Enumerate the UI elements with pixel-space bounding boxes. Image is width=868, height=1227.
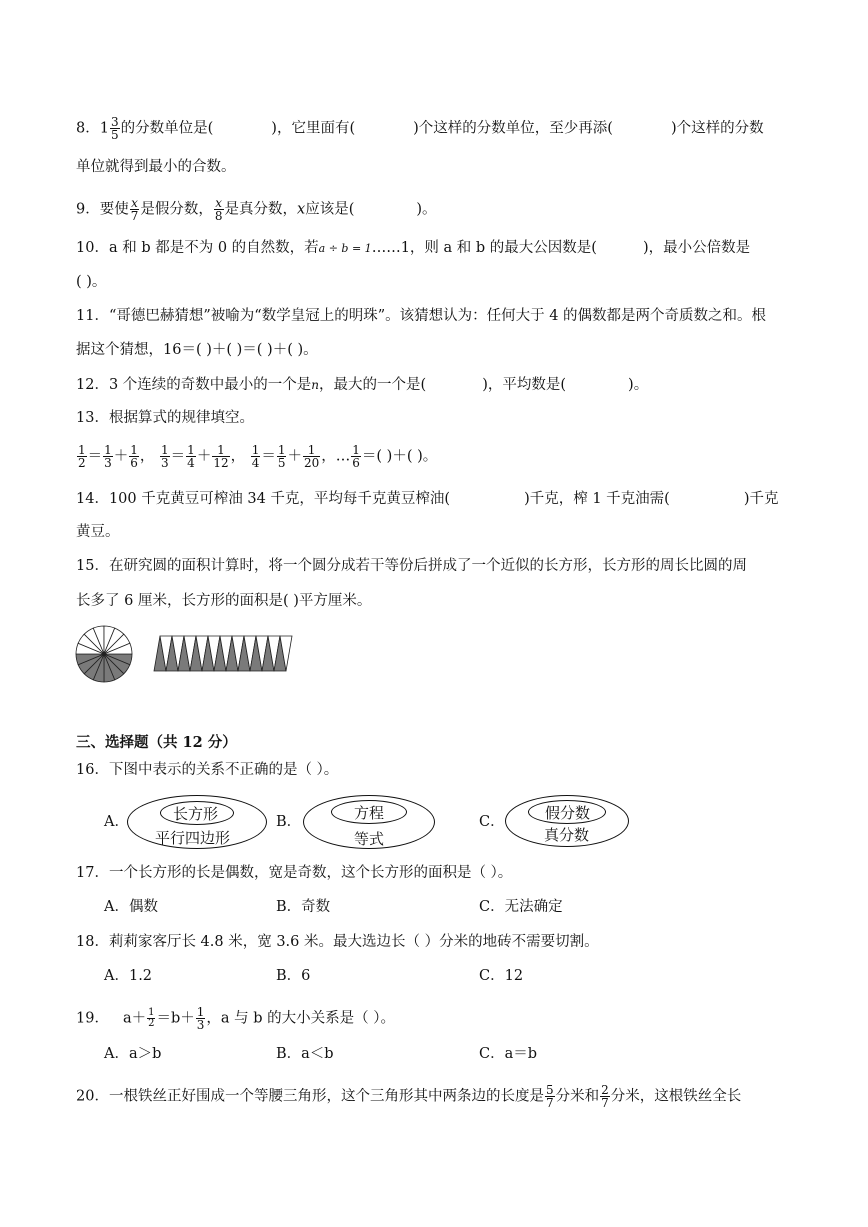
venn-inner-label: 假分数 bbox=[545, 804, 591, 822]
question-9: 9．要使 $\frac{x}{7}$ 是假分数， $\frac{x}{8}$ 是真分数，x应该是( )。 bbox=[76, 196, 437, 223]
question-12: 12．3 个连续的奇数中最小的一个是n，最大的一个是( )，平均数是( )。 bbox=[76, 377, 649, 393]
option-b[interactable]: B．a＜b bbox=[276, 1046, 334, 1062]
question-14-line2: 黄豆。 bbox=[76, 524, 120, 540]
question-10-line1: 10．a 和 b 都是不为 0 的自然数，若a ÷ b = 1……1，则 a 和 b 的最大公因数是( )，最小公倍数是 bbox=[76, 240, 751, 256]
question-13-equations: $\frac{1}{2}$ ＝ $\frac{1}{3}$ ＋ $\frac{1}{6}$ ， $\frac{1}{3}$ ＝ $\frac{1}{4}$ ＋ $\frac{1}{12}$ ， $\frac{1}{4}$ ＝ $\frac{1}{5}$ ＋ $\frac{1}{20}$ ，… $\frac{1}{6}$ ＝( )＋( )。 bbox=[78, 443, 438, 470]
option-c-label[interactable]: C． bbox=[479, 814, 505, 830]
question-17-stem: 17．一个长方形的长是偶数，宽是奇数，这个长方形的面积是（ ）。 bbox=[76, 865, 513, 881]
question-8-line2: 单位就得到最小的合数。 bbox=[76, 159, 236, 175]
option-c[interactable]: C．a＝b bbox=[479, 1046, 538, 1062]
question-11-line2: 据这个猜想，16＝( )＋( )＝( )＋( )。 bbox=[76, 342, 318, 358]
option-c[interactable]: C．无法确定 bbox=[479, 899, 563, 915]
question-15-line2: 长多了 6 厘米，长方形的面积是( )平方厘米。 bbox=[76, 593, 372, 609]
fraction: $\frac{x}{8}$ bbox=[214, 196, 223, 223]
question-18-stem: 18．莉莉家客厅长 4.8 米，宽 3.6 米。最大选边长（ ）分米的地砖不需要切割。 bbox=[76, 934, 599, 950]
section-title: 三、选择题（共 12 分） bbox=[76, 734, 237, 751]
option-b[interactable]: B．奇数 bbox=[276, 899, 331, 915]
question-10-line2: ( )。 bbox=[76, 274, 107, 290]
option-c[interactable]: C．12 bbox=[479, 968, 524, 984]
option-b-label[interactable]: B． bbox=[276, 814, 302, 830]
question-11-line1: 11．“哥德巴赫猜想”被喻为“数学皇冠上的明珠”。该猜想认为：任何大于 4 的偶数都是两个奇质数之和。根 bbox=[76, 308, 767, 324]
fraction: $\frac{x}{7}$ bbox=[130, 196, 139, 223]
question-14-line1: 14．100 千克黄豆可榨油 34 千克，平均每千克黄豆榨油( )千克，榨 1 千克油需( )千克 bbox=[76, 491, 779, 507]
circle-rectangle-figure bbox=[74, 624, 298, 684]
question-15-line1: 15．在研究圆的面积计算时，将一个圆分成若干等份后拼成了一个近似的长方形，长方形的周长比圆的周 bbox=[76, 558, 747, 574]
option-b[interactable]: B．6 bbox=[276, 968, 311, 984]
question-8-line1: 8．1 $\frac{3}{5}$ 的分数单位是( )，它里面有( )个这样的分数单位，至少再添( )个这样的分数 bbox=[76, 115, 764, 142]
option-a[interactable]: A．a＞b bbox=[104, 1046, 162, 1062]
question-16-stem: 16．下图中表示的关系不正确的是（ ）。 bbox=[76, 762, 339, 778]
divided-circle bbox=[76, 626, 132, 682]
venn-outer-label: 等式 bbox=[354, 830, 385, 848]
option-a[interactable]: A．1.2 bbox=[104, 968, 153, 984]
venn-inner-label: 方程 bbox=[354, 804, 385, 822]
approx-rectangle bbox=[154, 636, 292, 671]
question-19-stem: 19． a＋ $\frac{1}{2}$ ＝b＋ $\frac{1}{3}$ ，a 与 b 的大小关系是（ ）。 bbox=[76, 1005, 396, 1032]
question-20-line1: 20．一根铁丝正好围成一个等腰三角形，这个三角形其中两条边的长度是 $\frac{5}{7}$ 分米和 $\frac{2}{7}$ 分米，这根铁丝全长 bbox=[76, 1083, 742, 1110]
option-a-label[interactable]: A． bbox=[104, 814, 129, 830]
venn-outer-label: 真分数 bbox=[544, 826, 590, 844]
venn-inner-label: 长方形 bbox=[173, 805, 219, 823]
option-a[interactable]: A．偶数 bbox=[104, 899, 158, 915]
venn-outer-label: 平行四边形 bbox=[155, 829, 231, 847]
fraction: $\frac{3}{5}$ bbox=[110, 115, 119, 142]
question-13-title: 13．根据算式的规律填空。 bbox=[76, 410, 254, 426]
